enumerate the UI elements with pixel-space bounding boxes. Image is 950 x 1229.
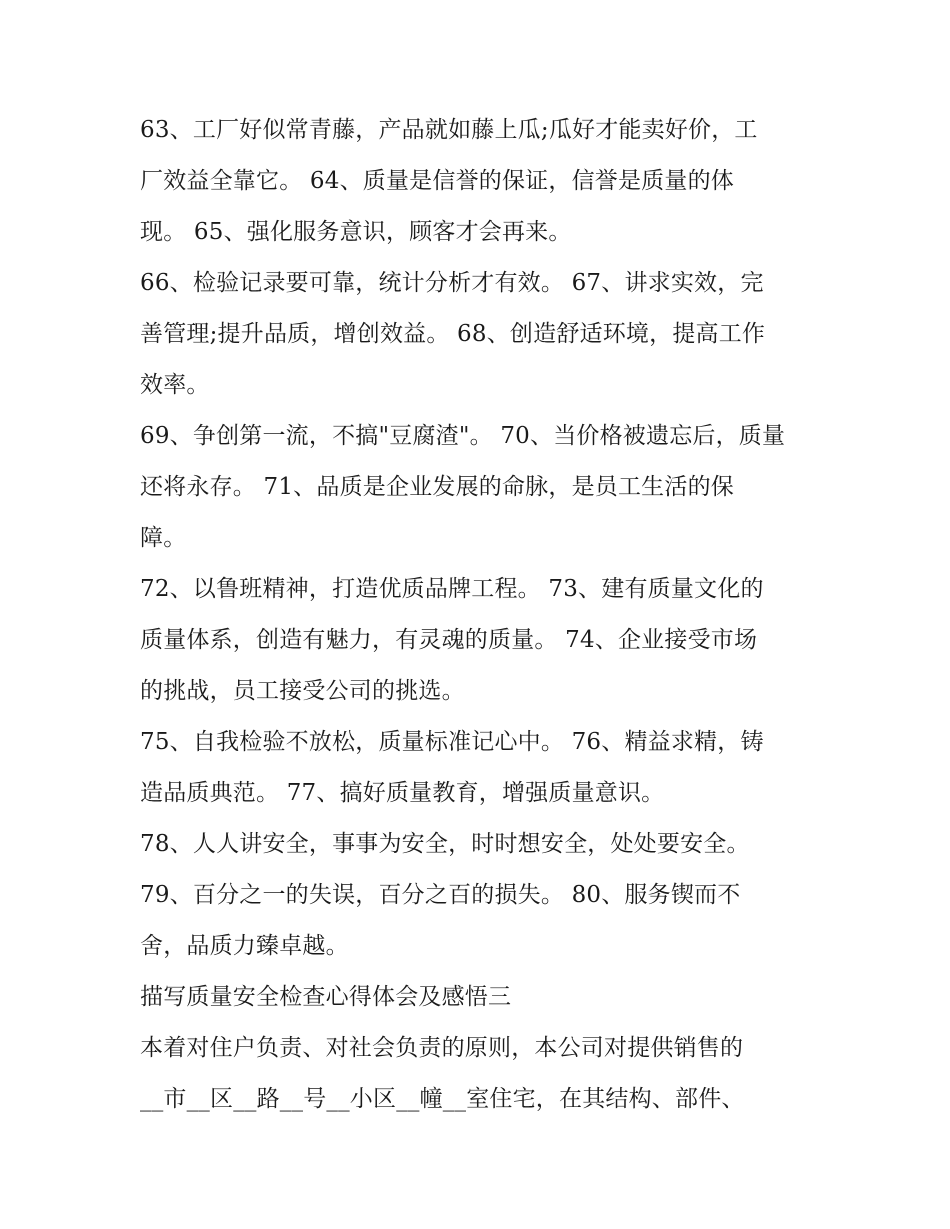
text-line: 63、工厂好似常青藤，产品就如藤上瓜;瓜好才能卖好价，工 — [140, 117, 758, 143]
text-line: 还将永存。 71、品质是企业发展的命脉，是员工生活的保 — [140, 474, 734, 500]
text-line: 造品质典范。 77、搞好质量教育，增强质量意识。 — [140, 780, 665, 806]
text-line: 75、自我检验不放松，质量标准记心中。 76、精益求精，铸 — [140, 729, 764, 755]
text-line: 舍，品质力臻卓越。 — [140, 933, 349, 959]
text-line: 本着对住户负责、对社会负责的原则，本公司对提供销售的 — [140, 1035, 744, 1061]
text-line: 79、百分之一的失误，百分之百的损失。 80、服务锲而不 — [140, 882, 741, 908]
text-line: 78、人人讲安全，事事为安全，时时想安全，处处要安全。 — [140, 831, 750, 857]
text-line: 厂效益全靠它。 64、质量是信誉的保证，信誉是质量的体 — [140, 168, 734, 194]
section-heading: 描写质量安全检查心得体会及感悟三 — [140, 984, 512, 1010]
text-line: 现。 65、强化服务意识，顾客才会再来。 — [140, 219, 572, 245]
text-line: __市__区__路__号__小区__幢__室住宅，在其结构、部件、 — [140, 1086, 745, 1112]
text-line: 72、以鲁班精神，打造优质品牌工程。 73、建有质量文化的 — [140, 576, 764, 602]
text-line: 障。 — [140, 525, 187, 551]
text-line: 的挑战，员工接受公司的挑选。 — [140, 678, 465, 704]
text-line: 66、检验记录要可靠，统计分析才有效。 67、讲求实效，完 — [140, 270, 764, 296]
text-line: 质量体系，创造有魅力，有灵魂的质量。 74、企业接受市场 — [140, 627, 758, 653]
text-line: 善管理;提升品质，增创效益。 68、创造舒适环境，提高工作 — [140, 321, 766, 347]
text-line: 效率。 — [140, 372, 210, 398]
text-line: 69、争创第一流，不搞"豆腐渣"。 70、当价格被遗忘后，质量 — [140, 423, 786, 449]
